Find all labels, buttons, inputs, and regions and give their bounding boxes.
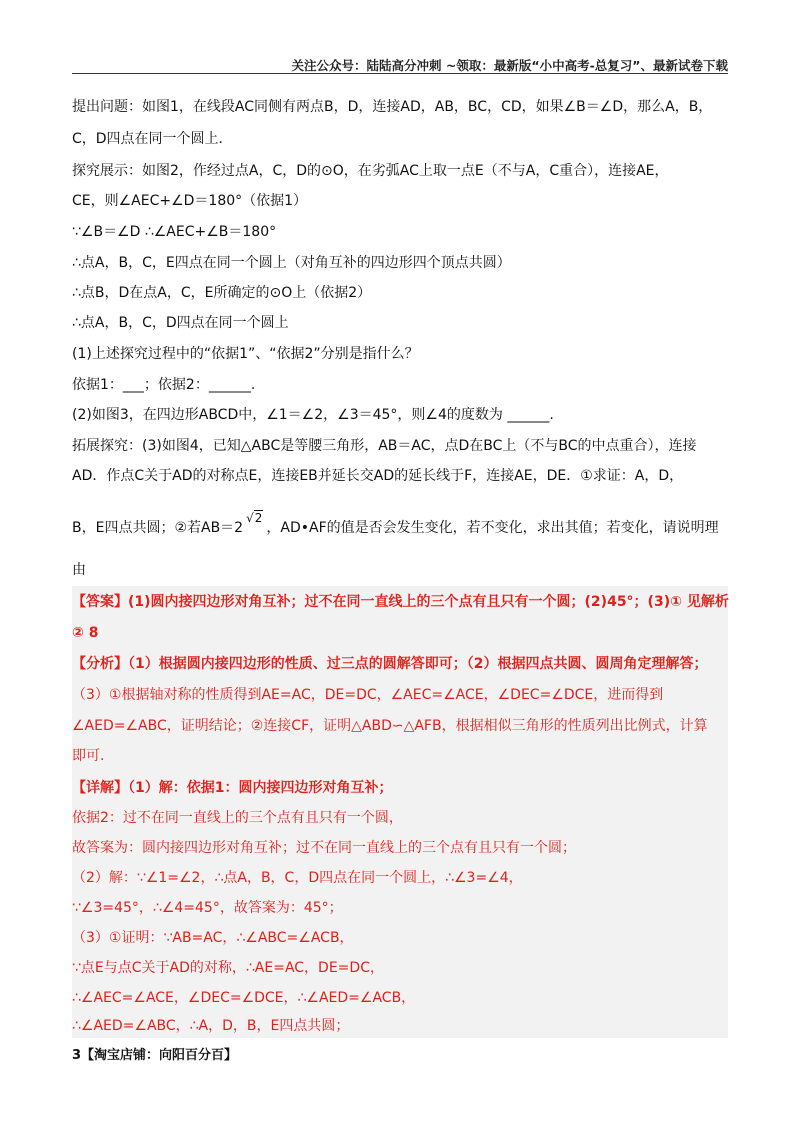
analysis-line: 【分析】（1）根据圆内接四边形的性质、过三点的圆解答即可；（2）根据四点共圆、圆周角定理解答； xyxy=(72,656,708,672)
question-line xyxy=(72,511,732,538)
radicand: 2 xyxy=(254,511,263,525)
page-footer: 3【淘宝店铺：向阳百分百】 xyxy=(72,1048,238,1063)
question-line: ∴点A，B，C，D四点在同一个圆上 xyxy=(72,315,289,331)
question-line: 提出问题：如图1，在线段AC同侧有两点B，D，连接AD，AB，BC，CD，如果∠B＝∠D，那么A，B， xyxy=(72,99,713,115)
question-line: ∴点B，D在点A，C，E所确定的⊙O上（依据2） xyxy=(72,285,372,301)
detail-line: ∴∠AEC=∠ACE，∠DEC=∠DCE，∴∠AED=∠ACB， xyxy=(72,990,416,1006)
question-line: AD．作点C关于AD的对称点E，连接EB并延长交AD的延长线于F，连接AE，DE．①求证：A，D， xyxy=(72,468,684,484)
question-line: C，D四点在同一个圆上． xyxy=(72,131,233,147)
question-line: (2)如图3，在四边形ABCD中，∠1＝∠2，∠3＝45°，则∠4的度数为 ______. xyxy=(72,407,554,423)
question-line: 探究展示：如图2，作经过点A，C，D的⊙O，在劣弧AC上取一点E（不与A，C重合），连接AE， xyxy=(72,163,669,179)
analysis-line: 即可. xyxy=(72,748,105,764)
radical-sign-icon: √ xyxy=(246,511,254,525)
analysis-line: ∠AED=∠ABC，证明结论；②连接CF，证明△ABD∽△AFB，根据相似三角形的性质列出比例式，计算 xyxy=(72,718,708,734)
detail-line: 依据2：过不在同一直线上的三个点有且只有一个圆， xyxy=(72,810,403,826)
question-line: CE，则∠AEC+∠D＝180°（依据1） xyxy=(72,193,308,209)
question-text: ，AD•AF的值是否会发生变化，若不变化，求出其值；若变化，请说明理 xyxy=(266,520,719,536)
detail-line: ∴∠AED=∠ABC，∴A，D，B，E四点共圆； xyxy=(72,1018,350,1034)
header-divider xyxy=(72,73,728,74)
detail-line: ∵点E与点C关于AD的对称，∴AE=AC，DE=DC， xyxy=(72,960,384,976)
question-line: ∴点A，B，C，E四点在同一个圆上（对角互补的四边形四个顶点共圆） xyxy=(72,255,511,271)
analysis-line: （3）①根据轴对称的性质得到AE=AC，DE=DC，∠AEC=∠ACE，∠DEC=∠DCE，进而得到 xyxy=(72,687,664,703)
question-line: ∵∠B＝∠D ∴∠AEC+∠B＝180° xyxy=(72,224,277,240)
detail-line: ∵∠3=45°，∴∠4=45°，故答案为：45°； xyxy=(72,900,343,916)
detail-line: （3）①证明：∵AB=AC，∴∠ABC=∠ACB， xyxy=(72,930,354,946)
detail-line: 【详解】（1）解：依据1：圆内接四边形对角互补； xyxy=(72,780,393,796)
question-line: (1)上述探究过程中的“依据1”、“依据2”分别是指什么？ xyxy=(72,346,419,362)
question-line: 依据1：___；依据2：______. xyxy=(72,377,256,393)
question-text: B，E四点共圆；②若AB＝2 xyxy=(72,520,244,536)
detail-line: 故答案为：圆内接四边形对角互补；过不在同一直线上的三个点有且只有一个圆； xyxy=(72,840,576,856)
detail-line: （2）解：∵∠1=∠2，∴点A，B，C，D四点在同一个圆上，∴∠3=∠4， xyxy=(72,870,523,886)
answer-line: 【答案】(1)圆内接四边形对角互补；过不在同一直线上的三个点有且只有一个圆；(2)45°；(3)① 见解析 xyxy=(72,594,729,610)
question-line: 拓展探究：(3)如图4，已知△ABC是等腰三角形，AB＝AC，点D在BC上（不与BC的中点重合），连接 xyxy=(72,438,697,454)
question-line: 由 xyxy=(72,562,86,578)
page-header: 关注公众号：陆陆高分冲刺 ~领取：最新版“小中高考-总复习”、最新试卷下载 xyxy=(291,58,728,73)
sqrt-expression xyxy=(246,511,263,538)
answer-line: ② 8 xyxy=(72,625,99,641)
